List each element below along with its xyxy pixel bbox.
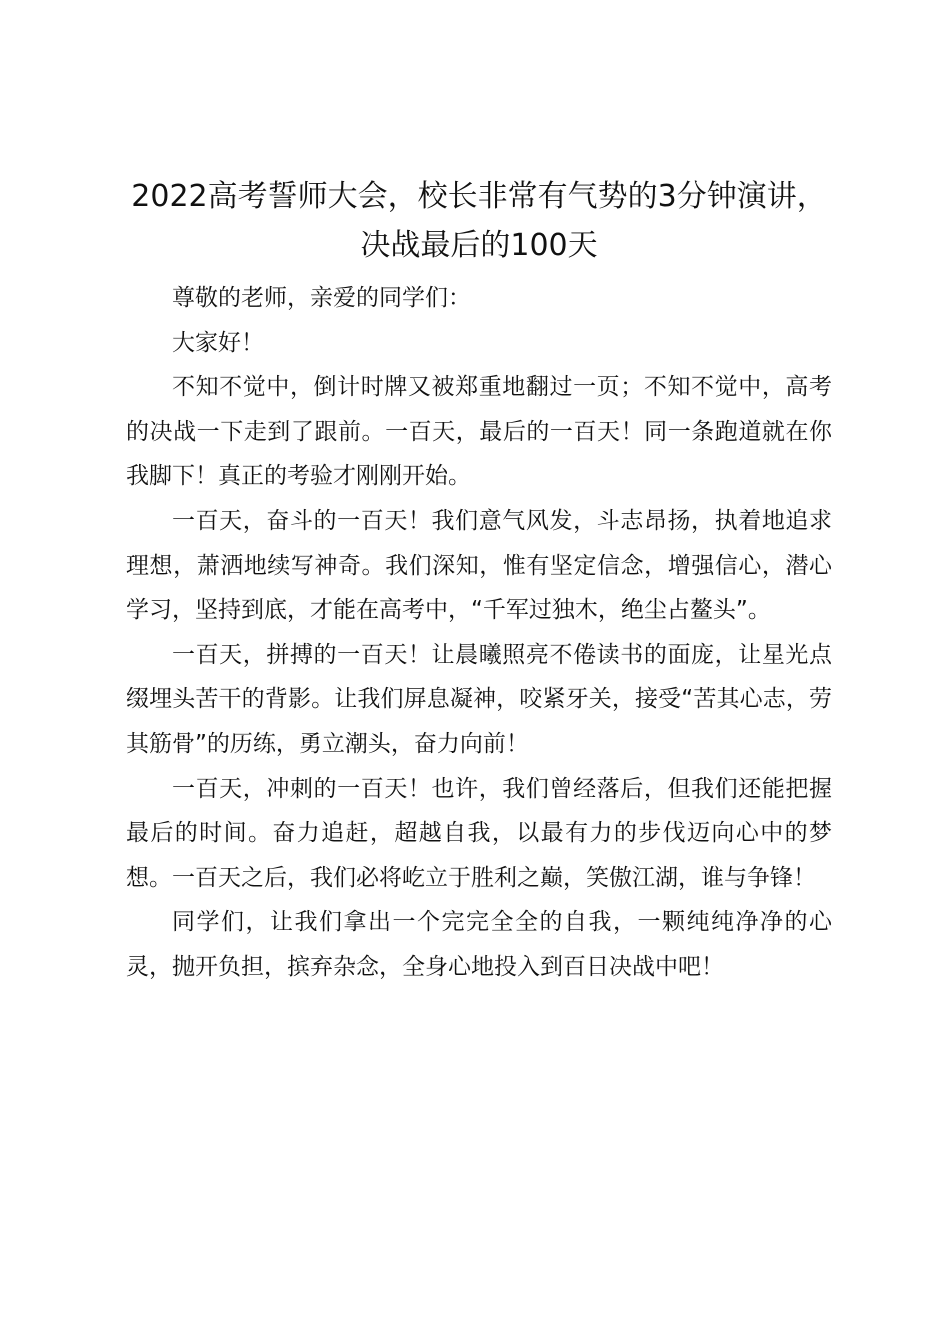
greeting-paragraph: 大家好！ (172, 329, 264, 356)
salutation-paragraph: 尊敬的老师，亲爱的同学们： (172, 285, 471, 311)
body-paragraph: 不知不觉中，倒计时牌又被郑重地翻过一页；不知不觉中，高考的决战一下走到了跟前。一百天，最后的一百天！同一条跑道就在你我脚下！真正的考验才刚刚开始。 (126, 374, 832, 490)
body-paragraph: 一百天，拼搏的一百天！让晨曦照亮不倦读书的面庞，让星光点缀埋头苦干的背影。让我们屏息凝神，咬紧牙关，接受“苦其心志，劳其筋骨”的历练，勇立潮头，奋力向前！ (126, 641, 832, 757)
document-page (126, 172, 832, 990)
body-paragraph: 一百天，冲刺的一百天！也许，我们曾经落后，但我们还能把握最后的时间。奋力追赶，超越自我，以最有力的步伐迈向心中的梦想。一百天之后，我们必将屹立于胜利之巅，笑傲江湖，谁与争锋！ (126, 775, 832, 891)
document-title: 2022高考誓师大会，校长非常有气势的3分钟演讲，决战最后的100天 (131, 179, 827, 263)
body-paragraph: 一百天，奋斗的一百天！我们意气风发，斗志昂扬，执着地追求理想，萧洒地续写神奇。我们深知，惟有坚定信念，增强信心，潜心学习，坚持到底，才能在高考中，“千军过独木，绝尘占鳌头”。 (126, 507, 832, 624)
closing-paragraph: 同学们，让我们拿出一个完完全全的自我，一颗纯纯净净的心灵，抛开负担，摈弃杂念，全身心地投入到百日决战中吧！ (126, 909, 832, 980)
